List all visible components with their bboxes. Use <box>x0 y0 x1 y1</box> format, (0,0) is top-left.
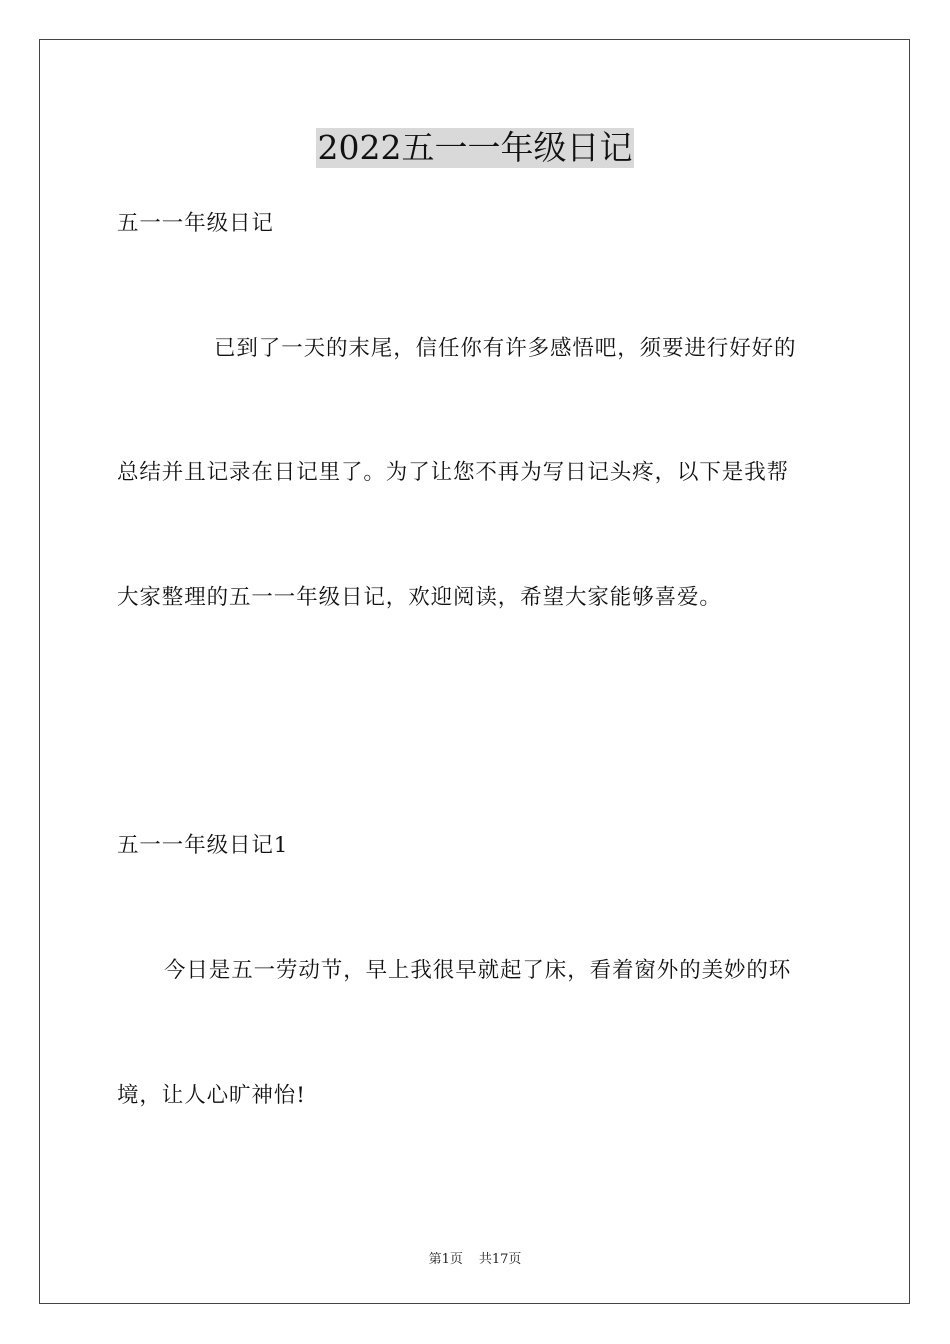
intro-line-1: 已到了一天的末尾，信任你有许多感悟吧，须要进行好好的 <box>214 336 797 361</box>
section-heading: 五一一年级日记1 <box>117 833 289 858</box>
page-number: 第1页 <box>428 1252 463 1267</box>
page-total: 共17页 <box>478 1252 522 1267</box>
section-line-1: 今日是五一劳动节，早上我很早就起了床，看着窗外的美妙的环 <box>164 958 792 983</box>
title-container <box>0 128 950 168</box>
document-subtitle: 五一一年级日记 <box>117 211 274 236</box>
intro-line-2: 总结并且记录在日记里了。为了让您不再为写日记头疼，以下是我帮 <box>117 460 790 485</box>
document-title: 2022五一一年级日记 <box>317 128 633 167</box>
page-footer <box>0 1248 950 1267</box>
intro-line-3: 大家整理的五一一年级日记，欢迎阅读，希望大家能够喜爱。 <box>117 585 722 610</box>
section-line-2: 境，让人心旷神怡! <box>117 1083 306 1108</box>
